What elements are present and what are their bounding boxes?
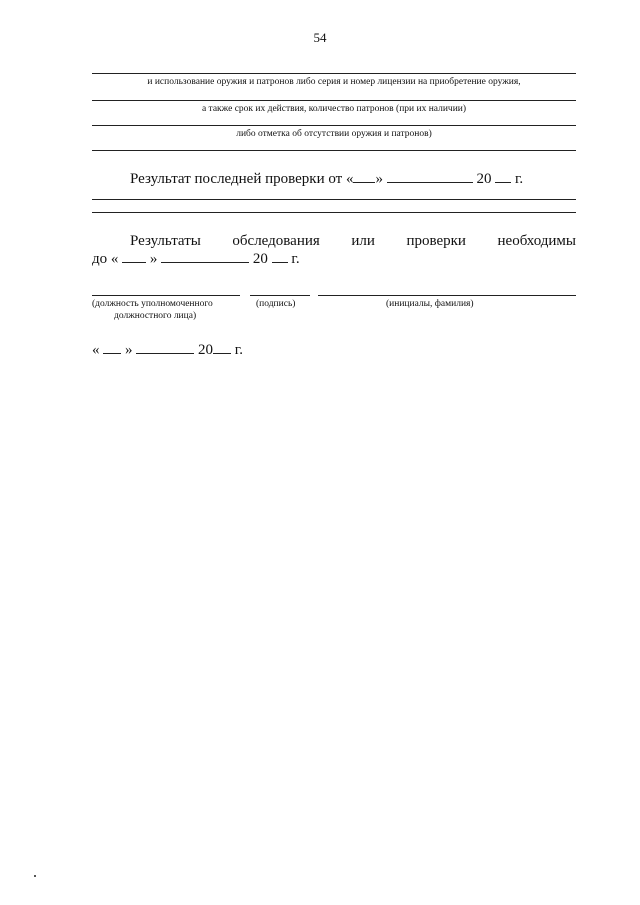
- date-line: [92, 341, 243, 359]
- survey-day-blank: [122, 250, 146, 263]
- last-check-quote-close: »: [375, 171, 383, 187]
- name-line: [318, 295, 576, 296]
- scan-speck: [34, 875, 36, 877]
- fill-line-5: [92, 199, 576, 200]
- survey-word-5: необходимы: [497, 233, 576, 249]
- fill-line-1: [92, 73, 576, 74]
- signature-line: [250, 295, 310, 296]
- last-check-day-blank: [353, 170, 375, 183]
- caption-initials-name: (инициалы, фамилия): [386, 299, 474, 309]
- survey-word-4: проверки: [406, 233, 466, 249]
- position-line: [92, 295, 240, 296]
- survey-word-1: Результаты: [130, 233, 201, 249]
- survey-quote-close: »: [149, 251, 158, 267]
- last-check-month-blank: [387, 170, 473, 183]
- last-check-line: [130, 170, 523, 188]
- caption-position-2: должностного лица): [114, 311, 197, 321]
- survey-deadline-line: [92, 250, 300, 268]
- date-year-suffix: г.: [234, 342, 243, 358]
- fill-line-2: [92, 100, 576, 101]
- last-check-year-suffix: г.: [514, 171, 524, 187]
- date-year-prefix: 20: [198, 342, 213, 358]
- survey-year-suffix: г.: [291, 251, 300, 267]
- survey-year-prefix: 20: [252, 251, 268, 267]
- survey-word-3: или: [351, 233, 375, 249]
- survey-until-prefix: до «: [92, 251, 119, 267]
- fill-line-3: [92, 125, 576, 126]
- last-check-year-prefix: 20: [476, 171, 492, 187]
- last-check-year-blank: [495, 170, 511, 183]
- caption-absence-mark: либо отметка об отсутствии оружия и патронов): [236, 129, 432, 139]
- fill-line-6: [92, 212, 576, 213]
- page-number: 54: [313, 30, 327, 45]
- date-month-blank: [136, 341, 194, 354]
- caption-weapon-usage: и использование оружия и патронов либо серия и номер лицензии на приобретение оружия,: [147, 77, 521, 87]
- date-day-blank: [103, 341, 121, 354]
- survey-needed-line: [92, 232, 576, 250]
- caption-position-1: (должность уполномоченного: [92, 299, 213, 309]
- survey-word-2: обследования: [232, 233, 320, 249]
- date-year-blank: [213, 341, 231, 354]
- caption-signature: (подпись): [256, 299, 296, 309]
- fill-line-4: [92, 150, 576, 151]
- survey-month-blank: [161, 250, 249, 263]
- last-check-label: Результат последней проверки от «: [130, 171, 354, 187]
- date-open-quote: «: [92, 342, 100, 358]
- date-close-quote: »: [125, 342, 133, 358]
- caption-license-term: а также срок их действия, количество патронов (при их наличии): [201, 104, 467, 114]
- survey-year-blank: [272, 250, 288, 263]
